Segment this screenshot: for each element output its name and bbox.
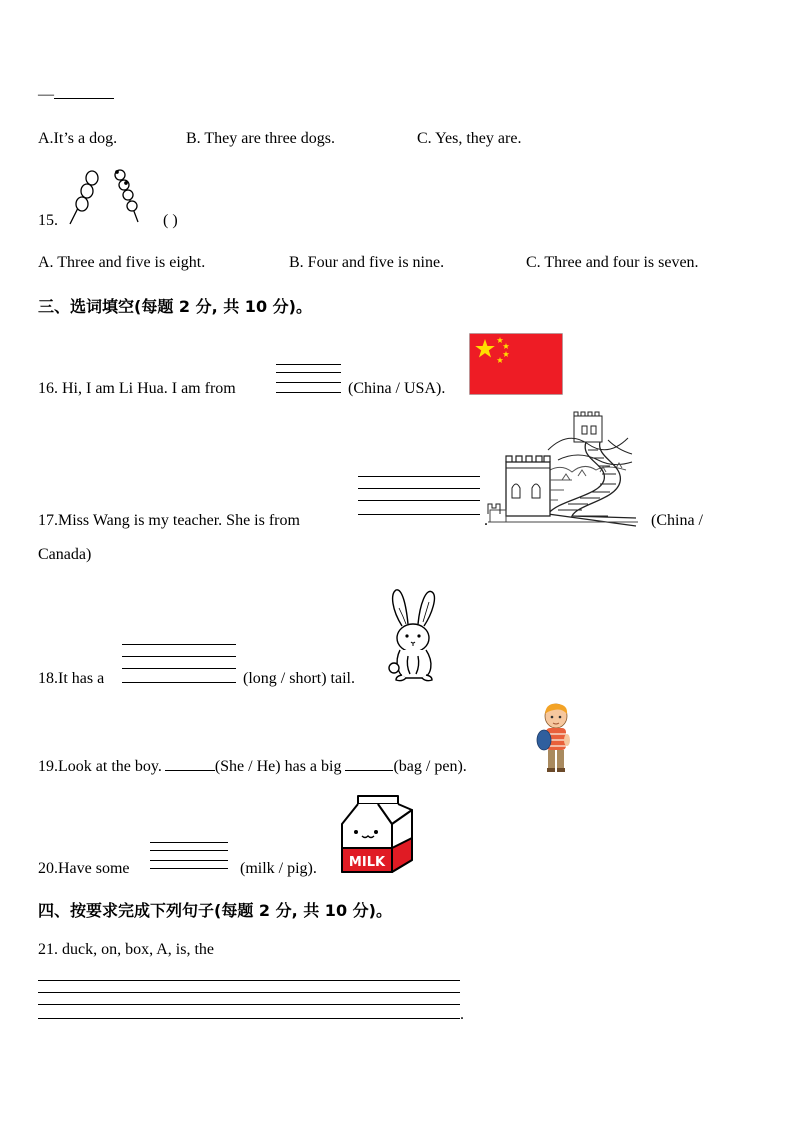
- q20-choice: (milk / pig).: [240, 860, 317, 877]
- q17-writing-lines[interactable]: [358, 470, 480, 518]
- q17-choice-part-2: Canada): [38, 546, 92, 563]
- boy-with-backpack-icon: [536, 702, 576, 774]
- q21-period: .: [460, 1006, 464, 1023]
- q15-number: 15.: [38, 212, 58, 229]
- rabbit-icon: [384, 586, 440, 684]
- q19-sentence-start: 19.Look at the boy.: [38, 758, 162, 775]
- milk-carton-label: MILK: [348, 855, 386, 870]
- q14-option-c: C. Yes, they are.: [417, 130, 522, 147]
- q14-option-b: B. They are three dogs.: [186, 130, 335, 147]
- q15-answer-bracket[interactable]: ( ): [163, 212, 178, 229]
- q14-dash: —: [38, 86, 54, 103]
- q15-option-a: A. Three and five is eight.: [38, 254, 206, 271]
- q15-option-c: C. Three and four is seven.: [526, 254, 699, 271]
- q18-text: 18.It has a: [38, 670, 105, 687]
- q17-choice-part-1: (China /: [651, 512, 703, 529]
- q21-writing-lines[interactable]: [38, 974, 460, 1022]
- q19-blank-1[interactable]: [165, 770, 215, 771]
- q19-blank-2[interactable]: [345, 770, 393, 771]
- great-wall-icon: [488, 410, 636, 528]
- china-flag-icon: [469, 333, 563, 395]
- section-4-title: 四、按要求完成下列句子(每题 2 分, 共 10 分)。: [38, 901, 392, 920]
- q19-sentence-middle: (She / He) has a big: [214, 758, 342, 775]
- q18-writing-lines[interactable]: [122, 638, 236, 686]
- q15-option-b: B. Four and five is nine.: [289, 254, 445, 271]
- q16-choice: (China / USA).: [348, 380, 446, 397]
- milk-carton-icon: [338, 792, 416, 876]
- q16-writing-lines[interactable]: [276, 358, 341, 394]
- q20-text: 20.Have some: [38, 860, 130, 877]
- q17-text: 17.Miss Wang is my teacher. She is from: [38, 512, 300, 529]
- q19-sentence-end: (bag / pen).: [393, 758, 467, 775]
- q14-blank[interactable]: [54, 98, 114, 99]
- candied-fruit-skewers-icon: [64, 166, 154, 230]
- q14-answer-line: [38, 86, 114, 104]
- section-3-title: 三、选词填空(每题 2 分, 共 10 分)。: [38, 297, 312, 316]
- q21-text: 21. duck, on, box, A, is, the: [38, 941, 214, 958]
- q20-writing-lines[interactable]: [150, 836, 228, 872]
- q17-period: .: [484, 512, 488, 529]
- q14-option-a: A.It’s a dog.: [38, 130, 118, 147]
- q18-choice: (long / short) tail.: [243, 670, 355, 687]
- q16-text: 16. Hi, I am Li Hua. I am from: [38, 380, 236, 397]
- q19-text-part-1: [38, 758, 467, 776]
